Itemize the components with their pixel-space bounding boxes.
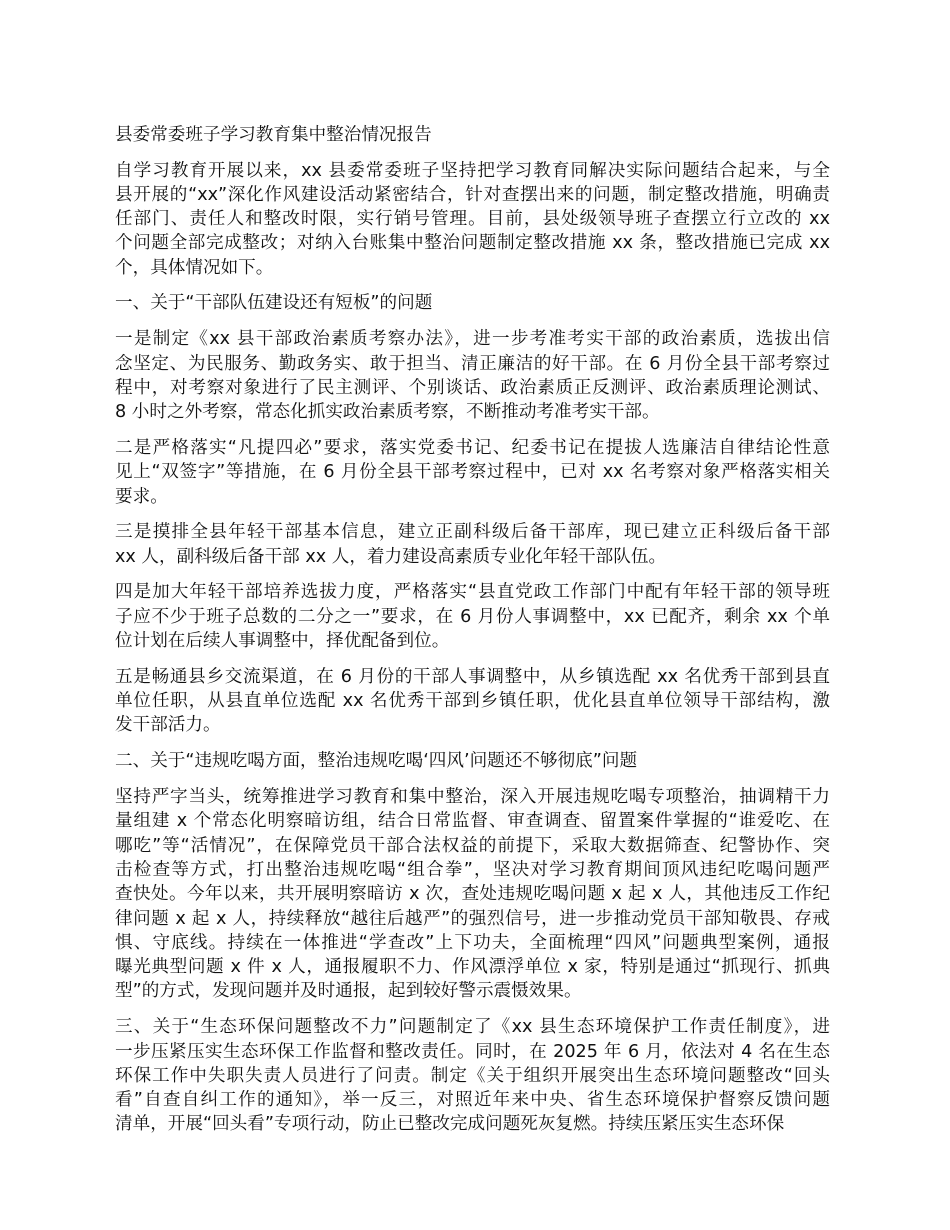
- text-line: 哪吃”等“活情况”，在保障党员干部合法权益的前提下，采取大数据筛查、纪警协作、突: [115, 835, 830, 856]
- text-line: 子应不少于班子总数的二分之一”要求，在 6 月份人事调整中，xx 已配齐，剩余 xx 个单: [115, 606, 830, 627]
- text-line: 县开展的“xx”深化作风建设活动紧密结合，针对查摆出来的问题，制定整改措施，明确责: [115, 184, 830, 205]
- text-line: 律问题 x 起 x 人，持续释放“越往后越严”的强烈信号，进一步推动党员干部知敬畏、存戒: [115, 908, 830, 929]
- paragraph: [115, 327, 830, 424]
- text-line: 四是加大年轻干部培养选拔力度，严格落实“县直党政工作部门中配有年轻干部的领导班: [115, 582, 830, 603]
- text-line: 任部门、责任人和整改时限，实行销号管理。目前，县处级领导班子查摆立行立改的 xx: [115, 209, 830, 230]
- text-line: 要求。: [115, 486, 168, 507]
- text-line: 三、关于“生态环保问题整改不力”问题制定了《xx 县生态环境保护工作责任制度》，进: [115, 1017, 830, 1038]
- document-title: 县委常委班子学习教育集中整治情况报告: [115, 125, 432, 145]
- text-line: 发干部活力。: [115, 715, 221, 736]
- text-line: 查快处。今年以来，共开展明察暗访 x 次，查处违规吃喝问题 x 起 x 人，其他违反工作纪: [115, 884, 830, 905]
- section-heading: [115, 749, 830, 773]
- text-line: 量组建 x 个常态化明察暗访组，结合日常监督、审查调查、留置案件掌握的“谁爱吃、在: [115, 811, 830, 832]
- text-line: 清单，开展“回头看”专项行动，防止已整改完成问题死灰复燃。持续压紧压实生态环保: [115, 1114, 785, 1135]
- text-line: 一、关于“干部队伍建设还有短板”的问题: [115, 293, 433, 314]
- text-line: 五是畅通县乡交流渠道，在 6 月份的干部人事调整中，从乡镇选配 xx 名优秀干部到县直: [115, 666, 830, 687]
- text-line: 看”自查自纠工作的通知》，举一反三，对照近年来中央、省生态环境保护督察反馈问题: [115, 1090, 830, 1111]
- paragraph-list: [115, 159, 830, 1137]
- text-line: 二是严格落实“凡提四必”要求，落实党委书记、纪委书记在提拔人选廉洁自律结论性意: [115, 437, 830, 458]
- text-line: 型”的方式，发现问题并及时通报，起到较好警示震慑效果。: [115, 981, 582, 1002]
- text-line: 自学习教育开展以来，xx 县委常委班子坚持把学习教育同解决实际问题结合起来，与全: [115, 160, 830, 181]
- paragraph: [115, 665, 830, 738]
- text-line: 曝光典型问题 x 件 x 人，通报履职不力、作风漂浮单位 x 家，特别是通过“抓现行、抓典: [115, 957, 830, 978]
- paragraph: [115, 159, 830, 280]
- paragraph: [115, 785, 830, 1004]
- text-line: xx 人，副科级后备干部 xx 人，着力建设高素质专业化年轻干部队伍。: [115, 546, 667, 567]
- text-line: 击检查等方式，打出整治违规吃喝“组合拳”，坚决对学习教育期间顶风违纪吃喝问题严: [115, 859, 830, 880]
- paragraph: [115, 520, 830, 569]
- text-line: 环保工作中失职失责人员进行了问责。制定《关于组织开展突出生态环境问题整改“回头: [115, 1065, 830, 1086]
- text-line: 个，具体情况如下。: [115, 257, 274, 278]
- text-line: 三是摸排全县年轻干部基本信息，建立正副科级后备干部库，现已建立正科级后备干部: [115, 522, 830, 543]
- text-line: 坚持严字当头，统筹推进学习教育和集中整治，深入开展违规吃喝专项整治，抽调精干力: [115, 787, 830, 808]
- text-line: 8 小时之外考察，常态化抓实政治素质考察，不断推动考准考实干部。: [115, 402, 660, 423]
- text-line: 二、关于“违规吃喝方面，整治违规吃喝‘四风’问题还不够彻底”问题: [115, 751, 638, 772]
- section-heading: [115, 291, 830, 315]
- text-line: 单位任职，从县直单位选配 xx 名优秀干部到乡镇任职，优化县直单位领导干部结构，激: [115, 691, 830, 712]
- text-line: 念坚定、为民服务、勤政务实、敢于担当、清正廉洁的好干部。在 6 月份全县干部考察过: [115, 353, 830, 374]
- text-line: 一是制定《xx 县干部政治素质考察办法》，进一步考准考实干部的政治素质，选拔出信: [115, 329, 830, 350]
- text-line: 一步压紧压实生态环保工作监督和整改责任。同时，在 2025 年 6 月，依法对 4 名在生态: [115, 1041, 830, 1062]
- paragraph: [115, 580, 830, 653]
- text-line: 惧、守底线。持续在一体推进“学查改”上下功夫，全面梳理“四风”问题典型案例，通报: [115, 932, 830, 953]
- text-line: 个问题全部完成整改；对纳入台账集中整治问题制定整改措施 xx 条，整改措施已完成 xx: [115, 233, 830, 254]
- paragraph: [115, 1015, 830, 1136]
- paragraph: [115, 436, 830, 509]
- text-line: 程中，对考察对象进行了民主测评、个别谈话、政治素质正反测评、政治素质理论测试、: [115, 377, 830, 398]
- text-line: 位计划在后续人事调整中，择优配备到位。: [115, 631, 450, 652]
- document-body: [115, 123, 830, 1148]
- text-line: 见上“双签字”等措施，在 6 月份全县干部考察过程中，已对 xx 名考察对象严格落实相关: [115, 462, 830, 483]
